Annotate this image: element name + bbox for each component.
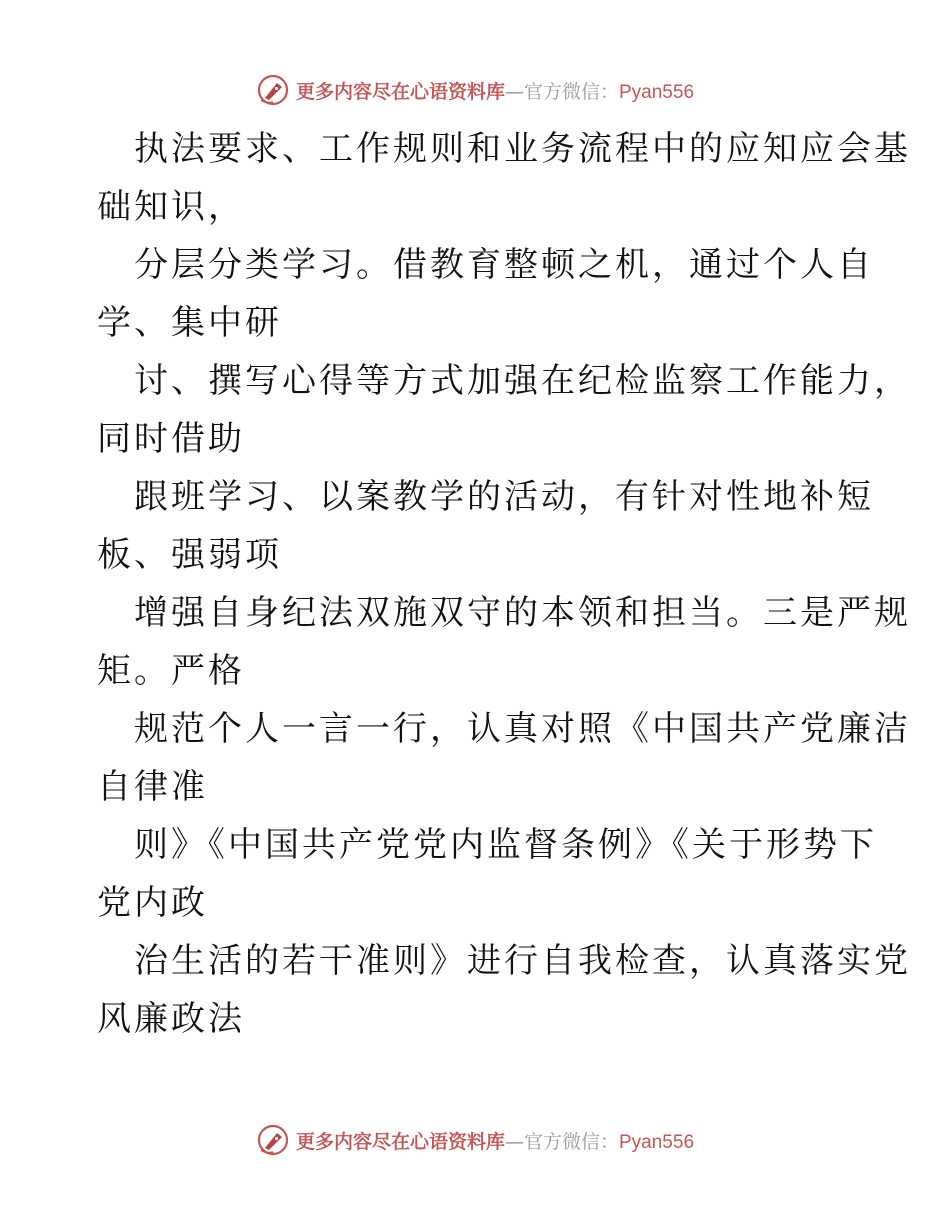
header-dash: — — [504, 80, 524, 103]
body-line: 跟班学习、以案教学的活动，有针对性地补短 — [134, 477, 874, 517]
footer-dash: — — [504, 1130, 524, 1153]
body-line: 础知识， — [97, 187, 245, 227]
header-banner-text — [296, 77, 694, 104]
body-line: 矩。严格 — [97, 651, 245, 691]
body-line: 板、强弱项 — [97, 535, 282, 575]
footer-brand-text: 更多内容尽在心语资料库 — [295, 1130, 505, 1153]
footer-banner — [0, 1120, 950, 1160]
body-line: 讨、撰写心得等方式加强在纪检监察工作能力， — [134, 361, 911, 401]
header-banner-inner — [256, 73, 694, 107]
footer-banner-text — [296, 1127, 694, 1154]
header-wechat-id: Pyan556 — [619, 81, 695, 103]
header-banner — [0, 70, 950, 110]
body-line: 党内政 — [97, 883, 208, 923]
footer-wechat-label: 官方微信： — [523, 1130, 619, 1153]
header-brand-text: 更多内容尽在心语资料库 — [295, 80, 505, 103]
body-line: 增强自身纪法双施双守的本领和担当。三是严规 — [134, 593, 911, 633]
footer-wechat-id: Pyan556 — [619, 1131, 695, 1153]
body-line: 治生活的若干准则》进行自我检查，认真落实党 — [134, 941, 911, 981]
pen-nib-circle-icon — [256, 1123, 290, 1157]
body-line: 同时借助 — [97, 419, 245, 459]
body-line: 规范个人一言一行，认真对照《中国共产党廉洁 — [134, 709, 911, 749]
body-line: 风廉政法 — [97, 999, 245, 1039]
footer-banner-inner — [256, 1123, 694, 1157]
document-body — [97, 120, 911, 1048]
body-line: 自律准 — [97, 767, 208, 807]
body-line: 则》《中国共产党党内监督条例》《关于形势下 — [134, 825, 877, 865]
body-line: 分层分类学习。借教育整顿之机，通过个人自 — [134, 245, 874, 285]
pen-nib-circle-icon — [256, 73, 290, 107]
body-line: 学、集中研 — [97, 303, 282, 343]
body-line: 执法要求、工作规则和业务流程中的应知应会基 — [134, 129, 911, 169]
header-wechat-label: 官方微信： — [523, 80, 619, 103]
